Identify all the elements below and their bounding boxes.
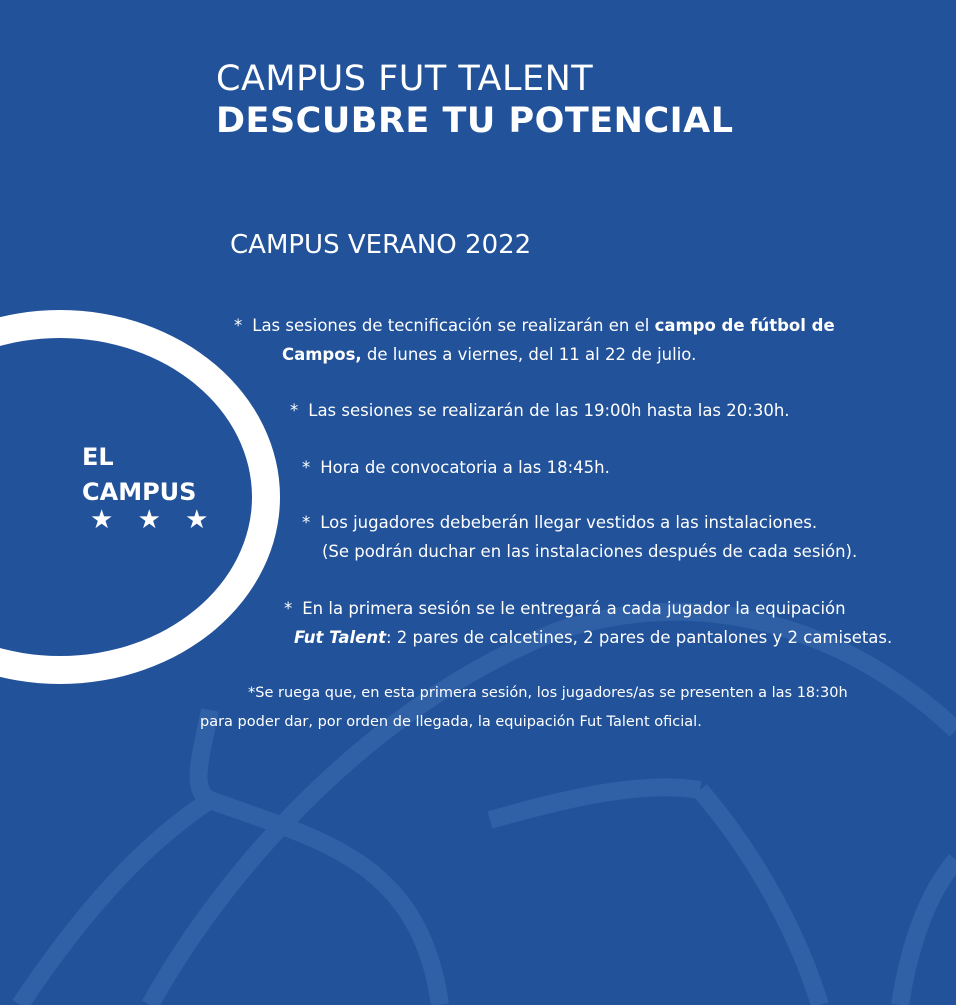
- list-item: [302, 508, 857, 566]
- item-bold: Campos,: [282, 345, 362, 364]
- page-title: CAMPUS FUT TALENT: [216, 59, 594, 99]
- item-text: En la primera sesión se le entregará a cada jugador la equipación: [302, 599, 846, 618]
- item-text: de lunes a viernes, del 11 al 22 de julio.: [361, 345, 697, 364]
- item-text: Hora de convocatoria a las 18:45h.: [320, 458, 610, 477]
- badge-stars-icon: ★ ★ ★: [90, 505, 217, 535]
- item-text: Las sesiones se realizarán de las 19:00h hasta las 20:30h.: [308, 401, 790, 420]
- item-italic: Fut Talent: [294, 628, 386, 647]
- bullet-star-icon: *: [302, 513, 311, 532]
- footnote-line1: *Se ruega que, en esta primera sesión, los jugadores/as se presenten a las 18:30h: [248, 685, 848, 701]
- badge-label: [82, 440, 196, 510]
- list-item: [234, 311, 835, 369]
- bullet-star-icon: *: [234, 316, 243, 335]
- bullet-star-icon: *: [302, 458, 311, 477]
- section-subtitle: CAMPUS VERANO 2022: [230, 230, 532, 260]
- item-text: Las sesiones de tecnificación se realizarán en el: [252, 316, 655, 335]
- bullet-star-icon: *: [284, 599, 293, 618]
- list-item: [284, 594, 892, 652]
- page-tagline: DESCUBRE TU POTENCIAL: [216, 101, 734, 141]
- badge-line1: EL: [82, 443, 114, 471]
- footnote-line2: para poder dar, por orden de llegada, la equipación Fut Talent oficial.: [200, 714, 702, 730]
- badge-line2: CAMPUS: [82, 478, 197, 506]
- item-text: : 2 pares de calcetines, 2 pares de pantalones y 2 camisetas.: [385, 628, 893, 647]
- bullet-star-icon: *: [290, 401, 299, 420]
- item-text: (Se podrán duchar en las instalaciones después de cada sesión).: [322, 542, 858, 561]
- item-bold: campo de fútbol de: [654, 316, 835, 335]
- list-item: [302, 453, 610, 482]
- header: [216, 58, 734, 142]
- item-text: Los jugadores debeberán llegar vestidos a las instalaciones.: [320, 513, 818, 532]
- footnote: [200, 679, 848, 737]
- list-item: [290, 396, 790, 425]
